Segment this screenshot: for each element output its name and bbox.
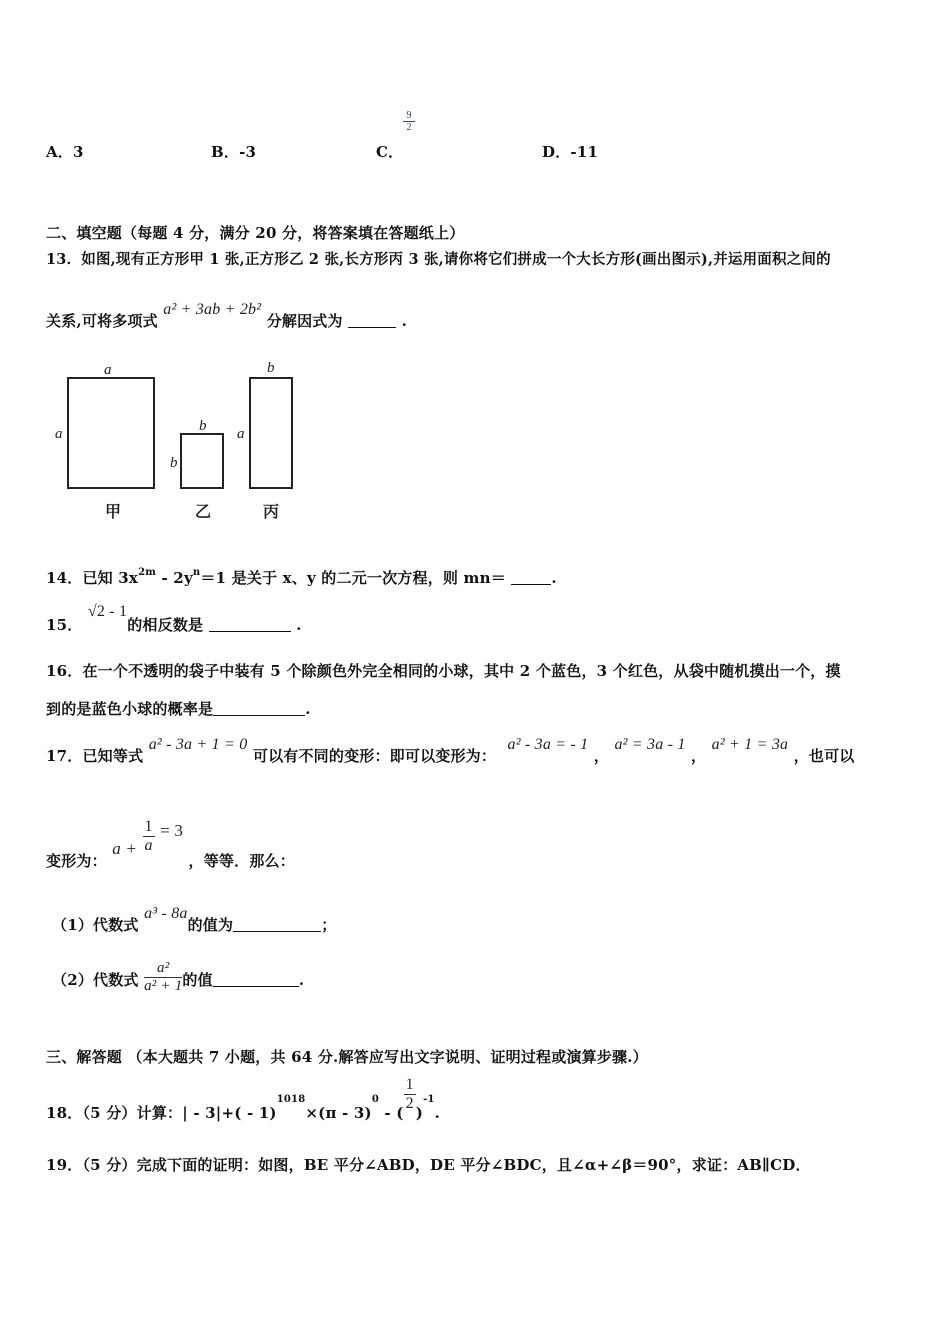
q17-eq2: a² = 3a - 1 <box>614 736 686 753</box>
bing-side-label: a <box>237 426 245 442</box>
q17-sub1 <box>52 902 337 934</box>
q13-line1: 13．如图,现有正方形甲 1 张,正方形乙 2 张,长方形丙 3 张,请你将它们拼成一个大长方形(画出图示),并运用面积之间的 <box>46 251 831 268</box>
option-c-fraction <box>403 110 415 133</box>
bing-top-label: b <box>267 360 275 376</box>
q17-tail: ，也可以 <box>793 747 855 765</box>
q17-line2-post: ，等等．那么： <box>188 852 295 871</box>
q14-end: . <box>551 569 557 587</box>
q16-end: . <box>305 700 311 718</box>
option-a: A．3 <box>46 143 84 161</box>
q16-line2 <box>46 698 311 719</box>
jia-name: 甲 <box>105 504 122 521</box>
option-c-denominator: 2 <box>406 122 412 133</box>
q18-sup-neg1: -1 <box>423 1094 435 1106</box>
q16-answer-blank[interactable] <box>213 701 305 716</box>
q14-sup-n: n <box>192 567 201 578</box>
q15-expression: √2 - 1 <box>87 603 128 620</box>
q17-comma1: ， <box>593 747 610 765</box>
q15-answer-blank[interactable] <box>209 617 291 632</box>
bing-name: 丙 <box>263 504 280 521</box>
q15-end: . <box>296 616 302 634</box>
q15-text: 的相反数是 <box>127 616 204 634</box>
q17-eq4-rhs: = 3 <box>160 821 184 841</box>
yi-name: 乙 <box>195 504 212 521</box>
square-jia <box>68 378 154 488</box>
q14-mid1: - 2y <box>156 569 193 587</box>
q14 <box>46 567 557 588</box>
q17-pre: 17．已知等式 <box>46 747 144 765</box>
jia-side-label: a <box>55 426 63 442</box>
q17-eq1: a² - 3a = - 1 <box>507 736 589 753</box>
q14-answer-blank[interactable] <box>511 570 551 585</box>
q18-pre: 18．（5 分）计算：| - 3|+( - 1) <box>46 1104 277 1123</box>
q18-mid2: - ( <box>379 1104 404 1123</box>
q18-close: ) <box>415 1104 424 1123</box>
q17-sub2-numerator: a² <box>144 960 182 978</box>
q18-sup-0: 0 <box>371 1094 379 1106</box>
q17-sub2 <box>52 960 304 994</box>
q18-end: . <box>434 1104 441 1123</box>
q17-sub1-post: 的值为 <box>187 916 234 934</box>
q17-sub1-answer-blank[interactable] <box>233 917 321 932</box>
square-yi <box>181 434 223 488</box>
yi-top-label: b <box>199 418 207 434</box>
q17-sub2-pre: （2）代数式 <box>52 971 139 989</box>
q18-fraction <box>404 1076 416 1112</box>
q19: 19．（5 分）完成下面的证明：如图，BE 平分∠ABD，DE 平分∠BDC，且∠α+∠β＝90°，求证：AB∥CD． <box>46 1156 811 1174</box>
q17-eq0: a² - 3a + 1 = 0 <box>148 736 248 753</box>
q17-sub2-answer-blank[interactable] <box>213 972 299 987</box>
rect-bing <box>250 378 292 488</box>
q17-sub2-post: 的值 <box>182 971 213 989</box>
q13-figure <box>50 352 310 527</box>
option-d: D．-11 <box>542 143 599 161</box>
q17-sub2-fraction <box>144 960 182 994</box>
q17-sub1-end: ； <box>321 916 337 934</box>
q16-line1: 16．在一个不透明的袋子中装有 5 个除颜色外完全相同的小球，其中 2 个蓝色，3 个红色，从袋中随机摸出一个，摸 <box>46 662 841 680</box>
q17-sub1-pre: （1）代数式 <box>52 916 139 934</box>
q17-sub1-expr: a³ - 8a <box>144 905 188 922</box>
option-b: B．-3 <box>211 143 257 161</box>
q13-line2-post: 分解因式为 <box>266 312 343 330</box>
section2-heading: 二、填空题（每题 4 分，满分 20 分，将答案填在答题纸上） <box>46 224 465 242</box>
q17-eq3: a² + 1 = 3a <box>711 736 789 753</box>
q17-eq4-denominator: a <box>144 836 153 854</box>
q14-mid2: ＝1 是关于 x、y 的二元一次方程，则 mn＝ <box>200 569 506 587</box>
q17-eq4-a: a + <box>112 839 138 859</box>
section3-heading: 三、解答题 （本大题共 7 小题，共 64 分.解答应写出文字说明、证明过程或演算步骤.） <box>46 1048 648 1066</box>
q13-expression: a² + 3ab + 2b² <box>163 301 262 318</box>
q17-line2-pre: 变形为： <box>46 852 107 871</box>
q17-sub2-denominator: a² + 1 <box>144 977 183 994</box>
q18-frac-denominator: 2 <box>405 1094 414 1112</box>
q18-sup-1018: 1018 <box>276 1094 306 1106</box>
jia-top-label: a <box>104 362 112 378</box>
q17-eq4-fraction <box>143 818 155 854</box>
q13-line2-end: . <box>401 312 408 330</box>
q17-mid: 可以有不同的变形：即可以变形为： <box>252 747 497 765</box>
q17-eq4-numerator: 1 <box>144 818 153 835</box>
q17-comma2: ， <box>691 747 707 765</box>
q13-answer-blank[interactable] <box>348 313 396 328</box>
q17-line1 <box>46 733 855 765</box>
option-c: C． <box>376 143 404 161</box>
q15-num: 15． <box>46 616 83 634</box>
q13-line2-pre: 关系,可将多项式 <box>46 312 158 330</box>
q16-line2-text: 到的是蓝色小球的概率是 <box>46 700 214 718</box>
option-c-numerator: 9 <box>403 110 415 122</box>
q14-sup-2m: 2m <box>138 567 157 578</box>
yi-side-label: b <box>170 455 178 471</box>
q17-line2 <box>46 818 295 871</box>
q14-pre: 14．已知 3x <box>46 569 139 587</box>
q13-line2 <box>46 298 408 330</box>
q18-mid: ×(π - 3) <box>305 1104 372 1123</box>
q15 <box>46 600 302 634</box>
q17-sub2-end: . <box>298 971 305 989</box>
q18-frac-numerator: 1 <box>405 1076 414 1093</box>
